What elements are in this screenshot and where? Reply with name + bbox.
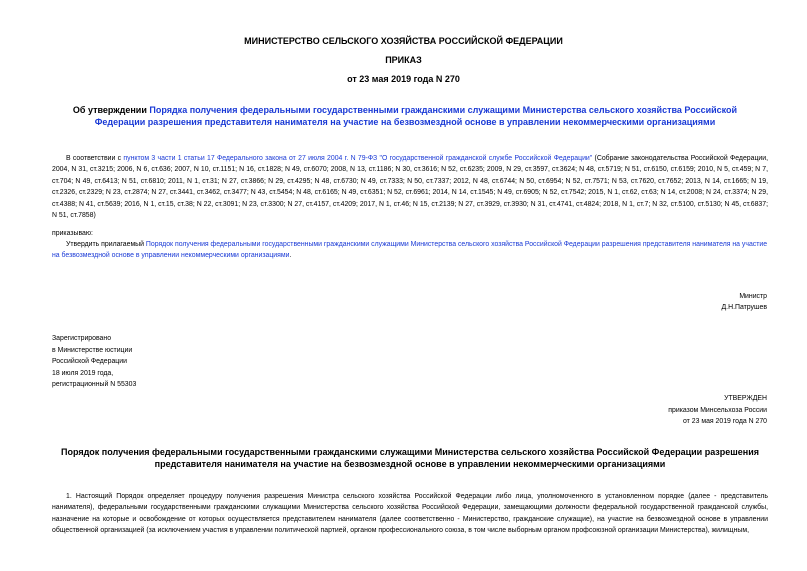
approved-line: от 23 мая 2019 года N 270	[683, 418, 767, 426]
ministry-heading: МИНИСТЕРСТВО СЕЛЬСКОГО ХОЗЯЙСТВА РОССИЙСКОЙ ФЕДЕРАЦИИ	[244, 36, 563, 46]
order-date-number: от 23 мая 2019 года N 270	[347, 74, 460, 84]
registration-line: Зарегистрировано	[52, 335, 112, 342]
approved-block	[507, 393, 767, 428]
registration-line: Российской Федерации	[52, 358, 127, 366]
registration-line: регистрационный N 55303	[52, 381, 137, 389]
approved-line: приказом Минсельхоза России	[668, 406, 767, 414]
signature-name: Д.Н.Патрушев	[721, 304, 767, 311]
signature-position: Министр	[739, 293, 767, 300]
title-procedure-link[interactable]: Порядка получения федеральными государственными гражданскими служащими Министерства сельского хозяйства Российской Федерации разрешения представителя нанимателя на участие на безвозмездной основе в управлении некоммерческими организациями	[94, 105, 738, 127]
registration-line: в Министерстве юстиции	[52, 346, 133, 354]
approved-line: УТВЕРЖДЕН	[724, 395, 767, 402]
title-prefix: Об утверждении	[72, 105, 150, 115]
approve-lead: Утвердить прилагаемый	[66, 241, 146, 248]
registration-line: 18 июля 2019 года,	[52, 369, 114, 377]
approve-tail: .	[289, 252, 292, 260]
federal-law-link[interactable]: пунктом 3 части 1 статьи 17 Федерального закона от 27 июля 2004 г. N 79-ФЗ "О государственной гражданской службе Российской Федерации"	[123, 155, 593, 162]
preamble-paragraph	[52, 153, 768, 221]
section-1-paragraph: 1. Настоящий Порядок определяет процедуру получения разрешения Министра сельского хозяйства Российской Федерации либо лица, уполномоченного в установленном порядке (далее - представитель нанимателя), федеральными государственными гражданскими служащими Министерства сельского хозяйства Российской Федерации, замещающими должности федеральной государственной гражданской службы, назначение на которые и освобождение от которых осуществляется представителем нанимателя (далее соответственно - Министерство, гражданские служащие), на участие на безвозмездной основе в управлении общественной организацией (за исключением участия в управлении политической партией, органом профессионального союза, в том числе выборным органом профсоюзной организации Министерства), жилищным,	[52, 493, 768, 535]
procedure-title: Порядок получения федеральными государственными гражданскими служащими Министерства сельского хозяйства Российской Федерации разрешения представителя нанимателя на участие на безвозмездной основе в управлении некоммерческими организациями	[60, 447, 760, 469]
registration-block	[52, 333, 252, 391]
preamble-citations: (Собрание законодательства Российской Федерации, 2004, N 31, ст.3215; 2006, N 6, ст.636; 2007, N 10, ст.1151; N 16, ст.1828; N 49, ст.6070; 2008, N 13, ст.1186; N 30, ст.3616; N 52, ст.6235; 2009, N 29, ст.3597, ст.3624; N 48, ст.5719; N 51, ст.6150, ст.6159; 2010, N 5, ст.459; N 7, ст.704; N 49, ст.6413; N 51, ст.6810; 2011, N 1, ст.31; N 27, ст.3866; N 29, ст.4295; N 48, ст.6730; N 49, ст.7333; N 50, ст.7337; 2012, N 48, ст.6744; N 50, ст.6954; N 52, ст.7571; N 53, ст.7620, ст.7652; 2013, N 14, ст.1665; N 19, ст.2326, ст.2329; N 23, ст.2874; N 27, ст.3441, ст.3462, ст.3477; N 43, ст.5454; N 48, ст.6165; N 49, ст.6351; N 52, ст.6961; 2014, N 14, ст.1545; N 49, ст.6905; N 52, ст.7542; 2015, N 1, ст.62, ст.63; N 14, ст.2008; N 24, ст.3374; N 29, ст.4388; N 41, ст.5639; 2016, N 1, ст.15, ст.38; N 22, ст.3091; N 23, ст.3300; N 27, ст.4157, ст.4209; 2017, N 1, ст.46; N 15, ст.2139; N 27, ст.3929, ст.3930; N 31, ст.4741, ст.4824; 2018, N 1, ст.7; N 32, ст.5100, ст.5130; N 45, ст.6837; N 51, ст.7858)	[52, 155, 769, 220]
order-title	[70, 104, 740, 128]
document-type: ПРИКАЗ	[385, 55, 422, 65]
preamble-lead: В соответствии с	[66, 155, 124, 162]
approve-paragraph	[52, 239, 768, 262]
procedure-link[interactable]: Порядок получения федеральными государственными гражданскими служащими Министерства сельского хозяйства Российской Федерации разрешения представителя нанимателя на участие на безвозмездной основе в управлении некоммерческими организациями	[52, 241, 768, 260]
order-word: приказываю:	[52, 230, 93, 237]
